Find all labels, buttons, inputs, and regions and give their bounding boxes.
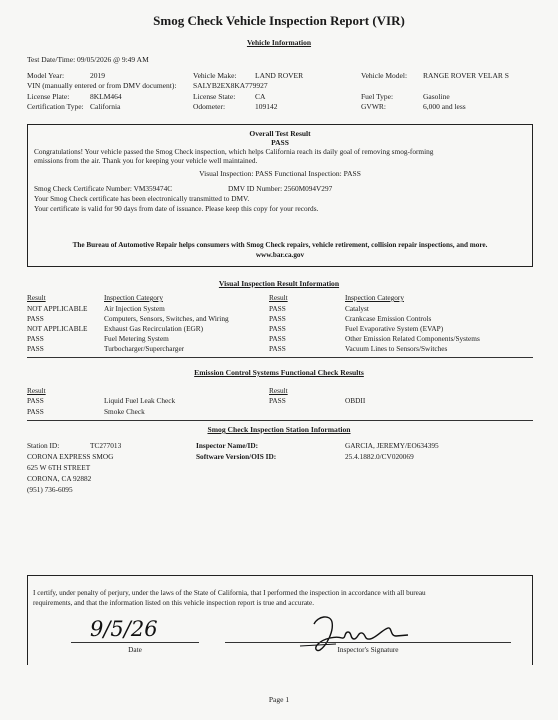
- model-year-label: Model Year:: [27, 71, 65, 80]
- handwritten-date: 9/5/26: [90, 617, 158, 641]
- vehicle-row-2: [27, 81, 535, 91]
- visual-col-result-right: Result: [269, 293, 288, 302]
- fuel-label: Fuel Type:: [361, 92, 394, 101]
- overall-result-box: [27, 124, 533, 267]
- model-value: RANGE ROVER VELAR S: [423, 71, 509, 80]
- visual-result: NOT APPLICABLE: [27, 324, 88, 333]
- plate-value: 8KLM464: [90, 92, 122, 101]
- overall-result: PASS: [271, 138, 289, 147]
- vehicle-row-4: [27, 102, 535, 112]
- vin-label: VIN (manually entered or from DMV document):: [27, 81, 177, 90]
- test-datetime: Test Date/Time: 09/05/2026 @ 9:49 AM: [27, 55, 149, 64]
- visual-category: Exhaust Gas Recirculation (EGR): [104, 324, 204, 333]
- visual-category: Crankcase Emission Controls: [345, 314, 432, 323]
- bar-website: www.bar.ca.gov: [255, 251, 305, 259]
- cert-type-label: Certification Type:: [27, 102, 84, 111]
- vin-value: SALYB2EX8KA779927: [193, 81, 268, 90]
- station-city: CORONA, CA 92882: [27, 474, 92, 483]
- vehicle-row-3: [27, 92, 535, 102]
- vehicle-info-heading: Vehicle Information: [246, 38, 312, 47]
- make-value: LAND ROVER: [255, 71, 304, 80]
- gvwr-label: GVWR:: [361, 102, 386, 111]
- make-label: Vehicle Make:: [193, 71, 237, 80]
- visual-category: Fuel Metering System: [104, 334, 169, 343]
- inspector-label: Inspector Name/ID:: [196, 441, 259, 450]
- date-label: Date: [128, 645, 142, 654]
- gvwr-value: 6,000 and less: [423, 102, 466, 111]
- model-label: Vehicle Model:: [361, 71, 408, 80]
- section-divider: [27, 420, 533, 421]
- visual-result: PASS: [269, 314, 286, 323]
- signature-line: [225, 642, 511, 643]
- station-id-label: Station ID:: [27, 441, 60, 450]
- functional-col-result-left: Result: [27, 386, 46, 395]
- visual-functional-summary: Visual Inspection: PASS Functional Inspection: PASS: [199, 169, 361, 178]
- visual-result: PASS: [27, 334, 44, 343]
- functional-result: PASS: [27, 407, 44, 416]
- functional-category: Liquid Fuel Leak Check: [104, 396, 176, 405]
- certification-text-1: I certify, under penalty of perjury, under the laws of the State of California, that I performed the inspection in accordance with all bureau: [33, 589, 426, 597]
- station-info-heading: Smog Check Inspection Station Information: [207, 425, 351, 434]
- functional-category: Smoke Check: [104, 407, 145, 416]
- transmitted-note: Your Smog Check certificate has been electronically transmitted to DMV.: [34, 194, 250, 203]
- functional-check-heading: Emission Control Systems Functional Check Results: [194, 368, 364, 377]
- dmv-id-number: DMV ID Number: 2560M094V297: [228, 184, 333, 193]
- functional-category: OBDII: [345, 396, 366, 405]
- fuel-value: Gasoline: [423, 92, 450, 101]
- plate-label: License Plate:: [27, 92, 70, 101]
- certificate-number: Smog Check Certificate Number: VM359474C: [34, 184, 173, 193]
- visual-col-result-left: Result: [27, 293, 46, 302]
- visual-col-category-right: Inspection Category: [345, 293, 404, 302]
- visual-category: Turbocharger/Supercharger: [104, 344, 185, 353]
- visual-result: PASS: [27, 314, 44, 323]
- signature-label: Inspector's Signature: [337, 645, 399, 654]
- congrats-line-2: emissions from the air. Thank you for keeping your vehicle well maintained.: [34, 156, 258, 165]
- visual-result: PASS: [269, 324, 286, 333]
- congrats-line-1: Congratulations! Your vehicle passed the Smog Check inspection, which helps California reach its daily goal of removing smog-forming: [34, 147, 434, 156]
- model-year-value: 2019: [90, 71, 105, 80]
- visual-category: Fuel Evaporative System (EVAP): [345, 324, 444, 333]
- section-divider: [27, 357, 533, 358]
- cert-type-value: California: [90, 102, 121, 111]
- state-label: License State:: [193, 92, 236, 101]
- station-name: CORONA EXPRESS SMOG: [27, 452, 114, 461]
- vehicle-row-1: [27, 71, 535, 81]
- visual-category: Air Injection System: [104, 304, 165, 313]
- visual-category: Other Emission Related Components/Systems: [345, 334, 480, 343]
- visual-inspection-heading: Visual Inspection Result Information: [218, 279, 340, 288]
- visual-result: PASS: [269, 334, 286, 343]
- visual-category: Computers, Sensors, Switches, and Wiring: [104, 314, 229, 323]
- visual-category: Vacuum Lines to Sensors/Switches: [345, 344, 448, 353]
- page-number: Page 1: [268, 695, 290, 704]
- visual-col-category-left: Inspection Category: [104, 293, 163, 302]
- date-line: [71, 642, 199, 643]
- functional-col-result-right: Result: [269, 386, 288, 395]
- station-phone: (951) 736-6095: [27, 485, 73, 494]
- functional-result: PASS: [27, 396, 44, 405]
- odometer-value: 109142: [255, 102, 278, 111]
- certification-box: [27, 575, 533, 665]
- inspector-value: GARCIA, JEREMY/EO634395: [345, 441, 439, 450]
- station-id-value: TC277013: [90, 441, 122, 450]
- overall-heading: Overall Test Result: [249, 129, 311, 138]
- visual-category: Catalyst: [345, 304, 369, 313]
- visual-result: PASS: [27, 344, 44, 353]
- visual-result: NOT APPLICABLE: [27, 304, 88, 313]
- functional-result: PASS: [269, 396, 286, 405]
- station-street: 625 W 6TH STREET: [27, 463, 91, 472]
- state-value: CA: [255, 92, 266, 101]
- certification-text-2: requirements, and that the information listed on this vehicle inspection report is true and accurate.: [33, 599, 315, 607]
- visual-result: PASS: [269, 304, 286, 313]
- software-value: 25.4.1882.0/CV020069: [345, 452, 414, 461]
- odometer-label: Odometer:: [193, 102, 226, 111]
- report-title: Smog Check Vehicle Inspection Report (VIR): [153, 13, 405, 28]
- bar-info-line: The Bureau of Automotive Repair helps consumers with Smog Check repairs, vehicle retirement, collision repair inspections, and more.: [72, 241, 488, 249]
- visual-result: PASS: [269, 344, 286, 353]
- validity-note: Your certificate is valid for 90 days from date of issuance. Please keep this copy for your records.: [34, 204, 319, 213]
- software-label: Software Version/OIS ID:: [196, 452, 277, 461]
